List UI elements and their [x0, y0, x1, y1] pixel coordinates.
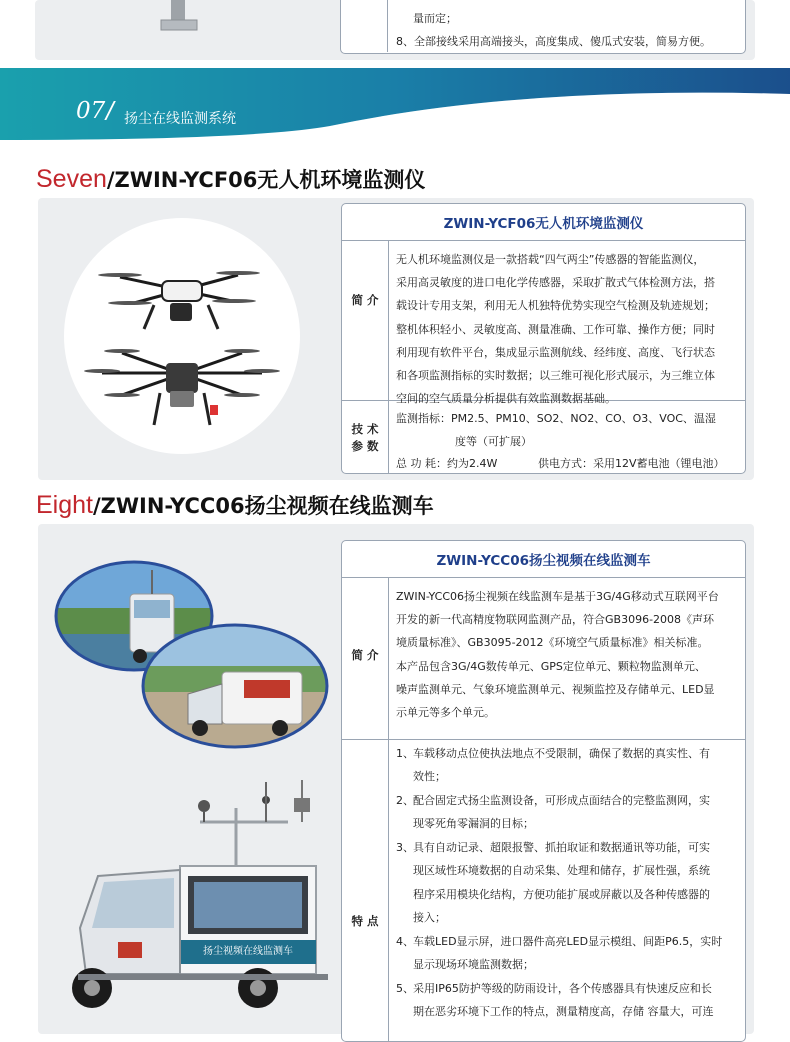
vehicle-feature-4: 4、 车载LED显示屏，进口器件高亮LED显示模组、间距P6.5，实时 显示现场环境监测数据； [396, 935, 723, 972]
section-seven-heading: /ZWIN-YCF06无人机环境监测仪 [106, 168, 426, 192]
drone-table-title: ZWIN-YCF06无人机环境监测仪 [342, 204, 745, 241]
banner-slash: / [106, 98, 114, 124]
vehicle-intro-label: 简 介 [351, 648, 379, 662]
drone-tech-power: 总 功 耗：约为2.4W [396, 457, 498, 470]
banner-number: 07 [76, 98, 106, 124]
monitoring-vehicle-image [58, 778, 328, 1024]
vehicle-spec-table [341, 540, 746, 1042]
drone-tech-label: 技 术 参 数 [351, 422, 379, 453]
mount-bracket-image [155, 0, 205, 32]
vehicle-feature-3: 3、 具有自动记录、超限报警、抓拍取证和数据通讯等功能，可实 现区域性环境数据的自动采集、处理和储存，扩展性强，系统 程序采用模块化结构，方便功能扩展或屏蔽以及各种传感器的 接入； [396, 841, 710, 925]
section-seven-title [36, 164, 425, 194]
section-eight-prefix: Eight [36, 491, 93, 519]
drone-image [62, 213, 302, 459]
previous-product-table [340, 0, 746, 54]
drone-tech-indicators-cont: 度等（可扩展） [455, 435, 532, 448]
drone-tech-supply: 供电方式：采用12V蓄电池（锂电池） [538, 457, 725, 470]
section-banner [0, 68, 790, 140]
vehicle-features-label: 特 点 [351, 914, 379, 928]
drone-spec-table [341, 203, 746, 474]
drone-intro-label: 简 介 [351, 293, 379, 307]
vehicle-feature-2: 2、 配合固定式扬尘监测设备，可形成点面结合的完整监测网，实 现零死角零漏洞的目标； [396, 794, 710, 831]
section-eight-heading: /ZWIN-YCC06扬尘视频在线监测车 [92, 494, 434, 518]
item7-tail: 量而定； [413, 12, 457, 25]
drone-intro-text: 无人机环境监测仪是一款搭载“四气两尘”传感器的智能监测仪， 采用高灵敏度的进口电化学传感器，采取扩散式气体检测方法，搭 载设计专用支架，利用无人机独特优势实现空气检测及轨迹规划； 整机体积轻小、灵敏度高、测量准确、工作可靠、操作方便；同时 利用现有软件平台，集成显示监测航线、经纬度、高度、飞行状态 和各项监测指标的实时数据；以三维可视化形式展示，为三维立体 空间的空气质量分析提供有效监测数据基础。 [396, 253, 715, 406]
vehicle-feature-1: 1、 车载移动点位使执法地点不受限制，确保了数据的真实性、有 效性； [396, 747, 710, 784]
section-seven-prefix: Seven [36, 165, 107, 193]
vehicle-intro-text: ZWIN-YCC06扬尘视频在线监测车是基于3G/4G移动式互联网平台 开发的新一代高精度物联网监测产品，符合GB3096-2008《声环 境质量标准》、GB3095-2012《环境空气质量标准》相关标准。 本产品包含3G/4G数传单元、GPS定位单元、颗粒物监测单元、 噪声监测单元、气象环境监测单元、视频监控及存储单元、LED显 示单元等多个单元。 [396, 590, 719, 720]
vehicle-sign: 扬尘视频在线监测车 [203, 946, 293, 957]
banner-title: 扬尘在线监测系统 [124, 111, 236, 127]
vehicle-feature-5: 5、 采用IP65防护等级的防雨设计，各个传感器具有快速反应和长 期在恶劣环境下工作的特点，测量精度高，存储 容量大，可连 [396, 982, 714, 1019]
item8: 8、全部接线采用高端接头，高度集成、傻瓜式安装，简易方便。 [396, 35, 711, 48]
drone-tech-indicators: 监测指标：PM2.5、PM10、SO2、NO2、CO、O3、VOC、温湿 [396, 412, 716, 425]
vehicle-table-title: ZWIN-YCC06扬尘视频在线监测车 [342, 541, 745, 578]
vehicle-photo-2 [140, 622, 330, 750]
section-eight-title [36, 490, 434, 520]
